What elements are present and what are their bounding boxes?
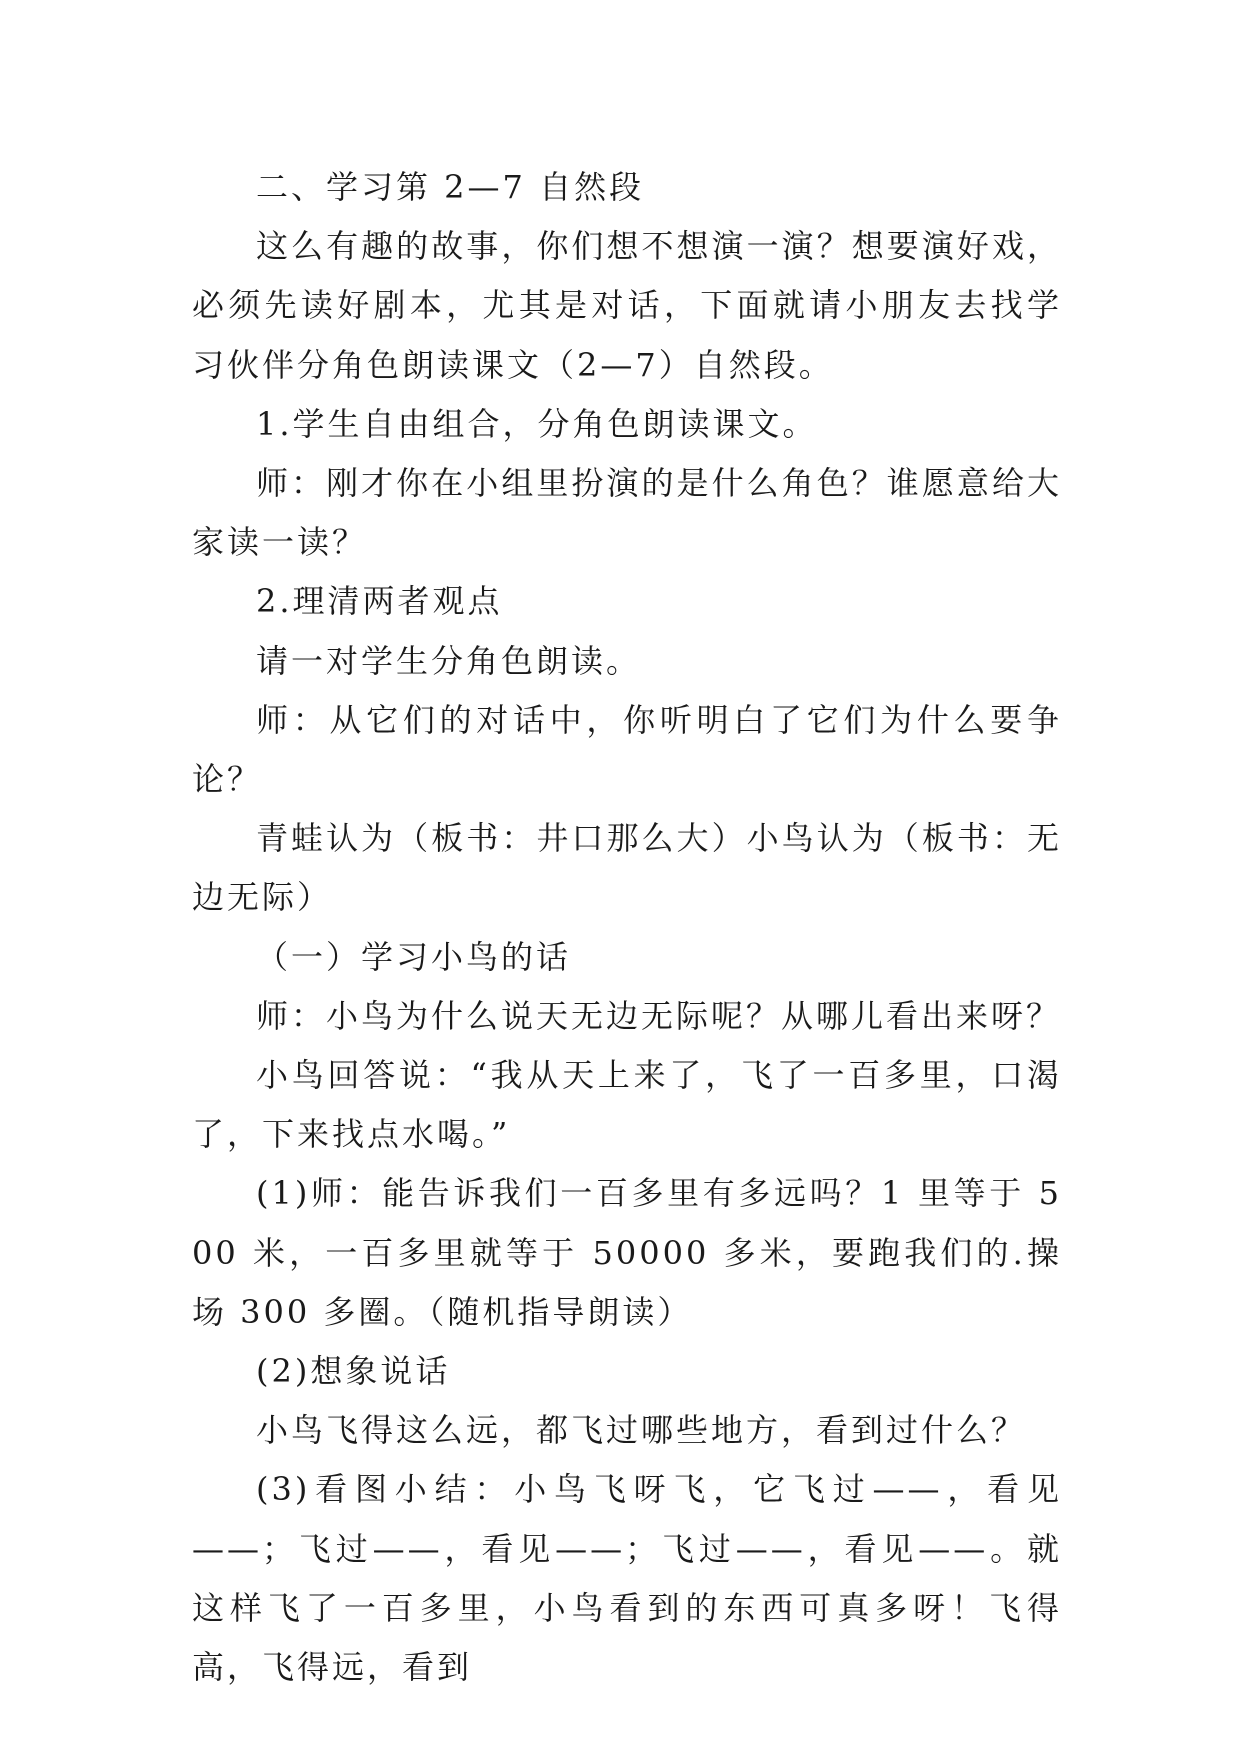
paragraph: 1.学生自由组合，分角色朗读课文。: [256, 404, 818, 443]
section-heading: 二、学习第 2—7 自然段: [256, 168, 645, 206]
paragraph: 2.理清两者观点: [256, 582, 503, 621]
paragraph: 这么有趣的故事，你们想不想演一演？想要演好戏，必须先读好剧本，尤其是对话，下面就请小朋友去找学习伙伴分角色朗读课文（2—7）自然段。: [192, 227, 1062, 384]
paragraph: (3)看图小结：小鸟飞呀飞，它飞过——，看见——；飞过——，看见——；飞过——，看见——。就这样飞了一百多里，小鸟看到的东西可真多呀！飞得高，飞得远，看到: [192, 1470, 1062, 1687]
paragraph: 青蛙认为（板书：井口那么大）小鸟认为（板书：无边无际）: [192, 819, 1062, 917]
paragraph: (2)想象说话: [256, 1352, 451, 1391]
paragraph: 请一对学生分角色朗读。: [256, 641, 642, 680]
subsection-heading: （一）学习小鸟的话: [256, 937, 572, 976]
paragraph: 师：从它们的对话中，你听明白了它们为什么要争论？: [192, 700, 1062, 799]
paragraph: 师：小鸟为什么说天无边无际呢？从哪儿看出来呀？: [256, 996, 1062, 1035]
paragraph: (1)师：能告诉我们一百多里有多远吗？1 里等于 500 米，一百多里就等于 50000 多米，要跑我们的.操场 300 多圈。（随机指导朗读）: [192, 1174, 1062, 1331]
paragraph: 师：刚才你在小组里扮演的是什么角色？谁愿意给大家读一读？: [192, 464, 1062, 562]
document-body: [192, 158, 1062, 1697]
paragraph: 小鸟飞得这么远，都飞过哪些地方，看到过什么？: [256, 1411, 1027, 1450]
paragraph: 小鸟回答说：“我从天上来了，飞了一百多里，口渴了，下来找点水喝。”: [192, 1056, 1062, 1154]
